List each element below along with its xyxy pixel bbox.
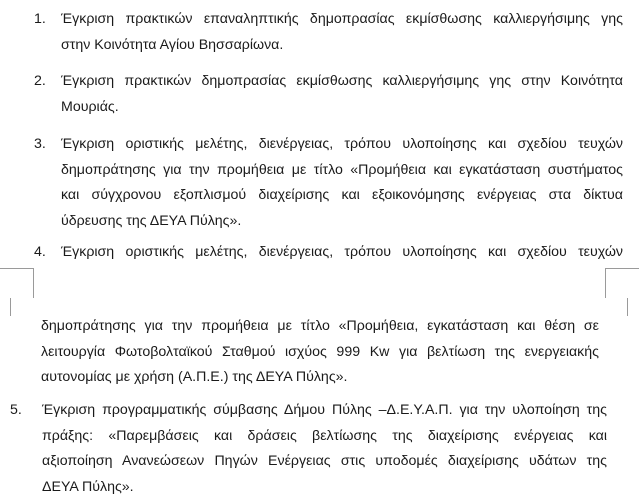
page-corner-mark (627, 298, 628, 316)
page-corner-mark (605, 268, 606, 298)
text-line: ύδρευσης της ΔΕΥΑ Πύλης». (61, 209, 623, 235)
item-number: 2. (34, 69, 46, 95)
text-line: αυτονομίας με χρήση (Α.Π.Ε.) της ΔΕΥΑ Πύλης». (41, 365, 599, 391)
text-line: λειτουργία Φωτοβολταϊκού Σταθμού ισχύος 999 Kw για βελτίωση της ενεργειακής (41, 340, 599, 366)
item-text (61, 7, 623, 58)
text-line: Έγκριση προγραμματικής σύμβασης Δήμου Πύλης –Δ.Ε.Υ.Α.Π. για την υλοποίηση της (42, 398, 607, 424)
text-line: και σύγχρονου εξοπλισμού διαχείρισης και εξοικονόμησης ενέργειας στα δίκτυα (61, 183, 623, 209)
page-corner-mark (0, 268, 33, 269)
item-number: 4. (34, 240, 46, 266)
page-corner-mark (33, 268, 34, 298)
text-line: Μουριάς. (61, 95, 623, 121)
item-text (61, 69, 623, 120)
page-corner-mark (605, 268, 639, 269)
item-text (61, 240, 623, 266)
item-text (41, 314, 599, 391)
text-line: Έγκριση πρακτικών δημοπρασίας εκμίσθωσης καλλιεργήσιμης γης στην Κοινότητα (61, 69, 623, 95)
text-line: πράξης: «Παρεμβάσεις και δράσεις βελτίωσης της διαχείρισης ενέργειας και (42, 424, 607, 450)
text-line: Έγκριση πρακτικών επαναληπτικής δημοπρασίας εκμίσθωσης καλλιεργήσιμης γης (61, 7, 623, 33)
item-number: 3. (34, 132, 46, 158)
item-text (61, 132, 623, 234)
text-line: ΔΕΥΑ Πύλης». (42, 475, 607, 500)
item-text (42, 398, 607, 500)
text-line: δημοπράτησης για την προμήθεια με τίτλο «Προμήθεια και εγκατάσταση συστήματος (61, 158, 623, 184)
text-line: στην Κοινότητα Αγίου Βησσαρίωνα. (61, 33, 623, 59)
page-corner-mark (10, 298, 11, 316)
text-line: Έγκριση οριστικής μελέτης, διενέργειας, τρόπου υλοποίησης και σχεδίου τευχών (61, 240, 623, 266)
text-line: αξιοποίηση Ανανεώσεων Πηγών Ενέργειας στις υποδομές διαχείρισης υδάτων της (42, 449, 607, 475)
text-line: Έγκριση οριστικής μελέτης, διενέργειας, τρόπου υλοποίησης και σχεδίου τευχών (61, 132, 623, 158)
item-number: 1. (34, 7, 46, 33)
item-number: 5. (10, 398, 22, 424)
text-line: δημοπράτησης για την προμήθεια με τίτλο «Προμήθεια, εγκατάσταση και θέση σε (41, 314, 599, 340)
